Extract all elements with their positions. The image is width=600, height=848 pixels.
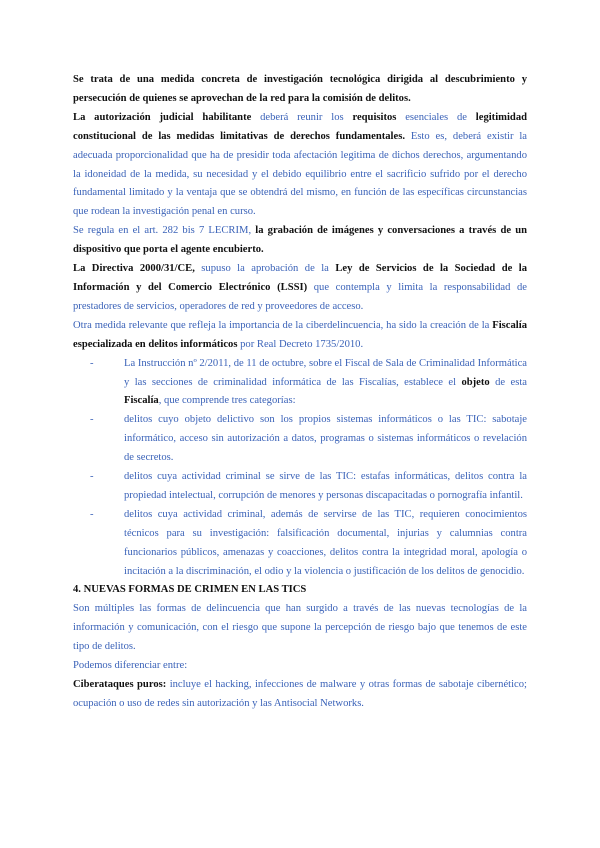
bold-objeto: objeto	[461, 376, 490, 388]
paragraph-fiscalia	[73, 317, 527, 355]
text-ciberataques: incluye el hacking, infecciones de malware y otras formas de sabotaje cibernético; ocupación o uso de redes sin autorización y las Antisocial Networks.	[73, 679, 527, 709]
paragraph-medida	[73, 71, 527, 109]
list-item	[90, 506, 527, 582]
list-item-text: delitos cuyo objeto delictivo son los propios sistemas informáticos o las TIC: sabotaje informático, acceso sin autorización a datos, programas o sistemas informáticos o revelación de secretos.	[124, 414, 527, 464]
list-item	[90, 468, 527, 506]
section-heading: 4. NUEVAS FORMAS DE CRIMEN EN LAS TICS	[73, 584, 307, 596]
text-fiscalia-2: por Real Decreto 1735/2010.	[237, 338, 364, 350]
bold-autorizacion: La autorización judicial habilitante	[73, 111, 252, 123]
paragraph-formas: Son múltiples las formas de delincuencia que han surgido a través de las nuevas tecnologías de la información y comunicación, con el riesgo que supone la percepción de riesgo bajo que tenemos de este tipo de delitos.	[73, 603, 527, 653]
paragraph-lecrim	[73, 222, 527, 260]
categories-list	[73, 355, 527, 582]
list-item-text: delitos cuya actividad criminal, además de servirse de las TIC, requieren conocimientos técnicos para su investigación: falsificación documental, injurias y calumnias contra funcionarios públicos, amenazas y coacciones, delitos contra la integridad moral, apología o incitación a la discriminación, el odio y la violencia o justificación de los delitos de genocidio.	[124, 508, 527, 577]
list-item	[90, 411, 527, 468]
bold-lssi: Ley de Servicios de la Sociedad de la Información y del Comercio Electrónico (LSSI)	[73, 263, 527, 293]
dash-bullet: -	[90, 414, 94, 426]
paragraph-medida-bold: Se trata de una medida concreta de investigación tecnológica dirigida al descubrimiento y persecución de quienes se aprovechan de la red para la comisión de delitos.	[73, 74, 527, 104]
text-directiva-1: supuso la aprobación de la	[194, 263, 336, 275]
dash-bullet: -	[90, 508, 94, 520]
text-fiscalia-1: Otra medida relevante que refleja la importancia de la ciberdelincuencia, ha sido la creación de la	[73, 319, 493, 331]
bold-fiscalia: Fiscalía especializada en delitos informáticos	[73, 319, 527, 350]
bold-ciberataques: Ciberataques puros:	[73, 679, 167, 690]
text-autorizacion-3: Esto es, deberá existir la adecuada proporcionalidad que ha de presidir toda afectación legitima de dichos derechos, argumentando la idoneidad de la medida, su necesidad y el debido equilibrio entre el sacrificio sufrido por el derecho fundamental limitado y la ventaja que se obtendrá del mismo, en función de las específicas circunstancias que rodean la investigación penal en curso.	[73, 130, 527, 218]
list-item-text: La Instrucción nº 2/2011, de 11 de octubre, sobre el Fiscal de Sala de Criminalidad Informática y las secciones de criminalidad informática de las Fiscalías, establece el	[124, 357, 527, 388]
bold-directiva: La Directiva 2000/31/CE,	[73, 263, 195, 275]
bold-legitimidad: legitimidad constitucional de las medidas limitativas de derechos fundamentales.	[73, 111, 528, 142]
paragraph-diferenciar: Podemos diferenciar entre:	[73, 660, 188, 672]
text-directiva-2: que contempla y limita la responsabilidad de prestadores de servicios, operadores de red y proveedores de acceso.	[73, 281, 527, 312]
paragraph-directiva	[73, 260, 527, 317]
text-autorizacion-2: esenciales de	[396, 111, 476, 123]
list-item-text: delitos cuya actividad criminal se sirve de las TIC: estafas informáticas, delitos contra la propiedad intelectual, corrupción de menores y personas discapacitadas o pornografía infantil.	[124, 471, 527, 501]
bold-grabacion: la grabación de imágenes y conversaciones a través de un dispositivo que porta el agente encubierto.	[73, 225, 527, 256]
bold-requisitos: requisitos	[352, 111, 397, 123]
paragraph-autorizacion	[73, 109, 527, 222]
list-item	[90, 355, 527, 412]
text-lecrim: Se regula en el art. 282 bis 7 LECRIM,	[73, 225, 256, 237]
text-autorizacion-1: deberá reunir los	[251, 111, 353, 123]
list-item-text: , que comprende tres categorías:	[158, 395, 296, 407]
dash-bullet: -	[90, 357, 94, 369]
dash-bullet: -	[90, 471, 94, 483]
paragraph-ciberataques	[73, 676, 527, 714]
bold-fiscalia-word: Fiscalía	[124, 395, 159, 407]
list-item-text: de esta	[489, 376, 527, 388]
